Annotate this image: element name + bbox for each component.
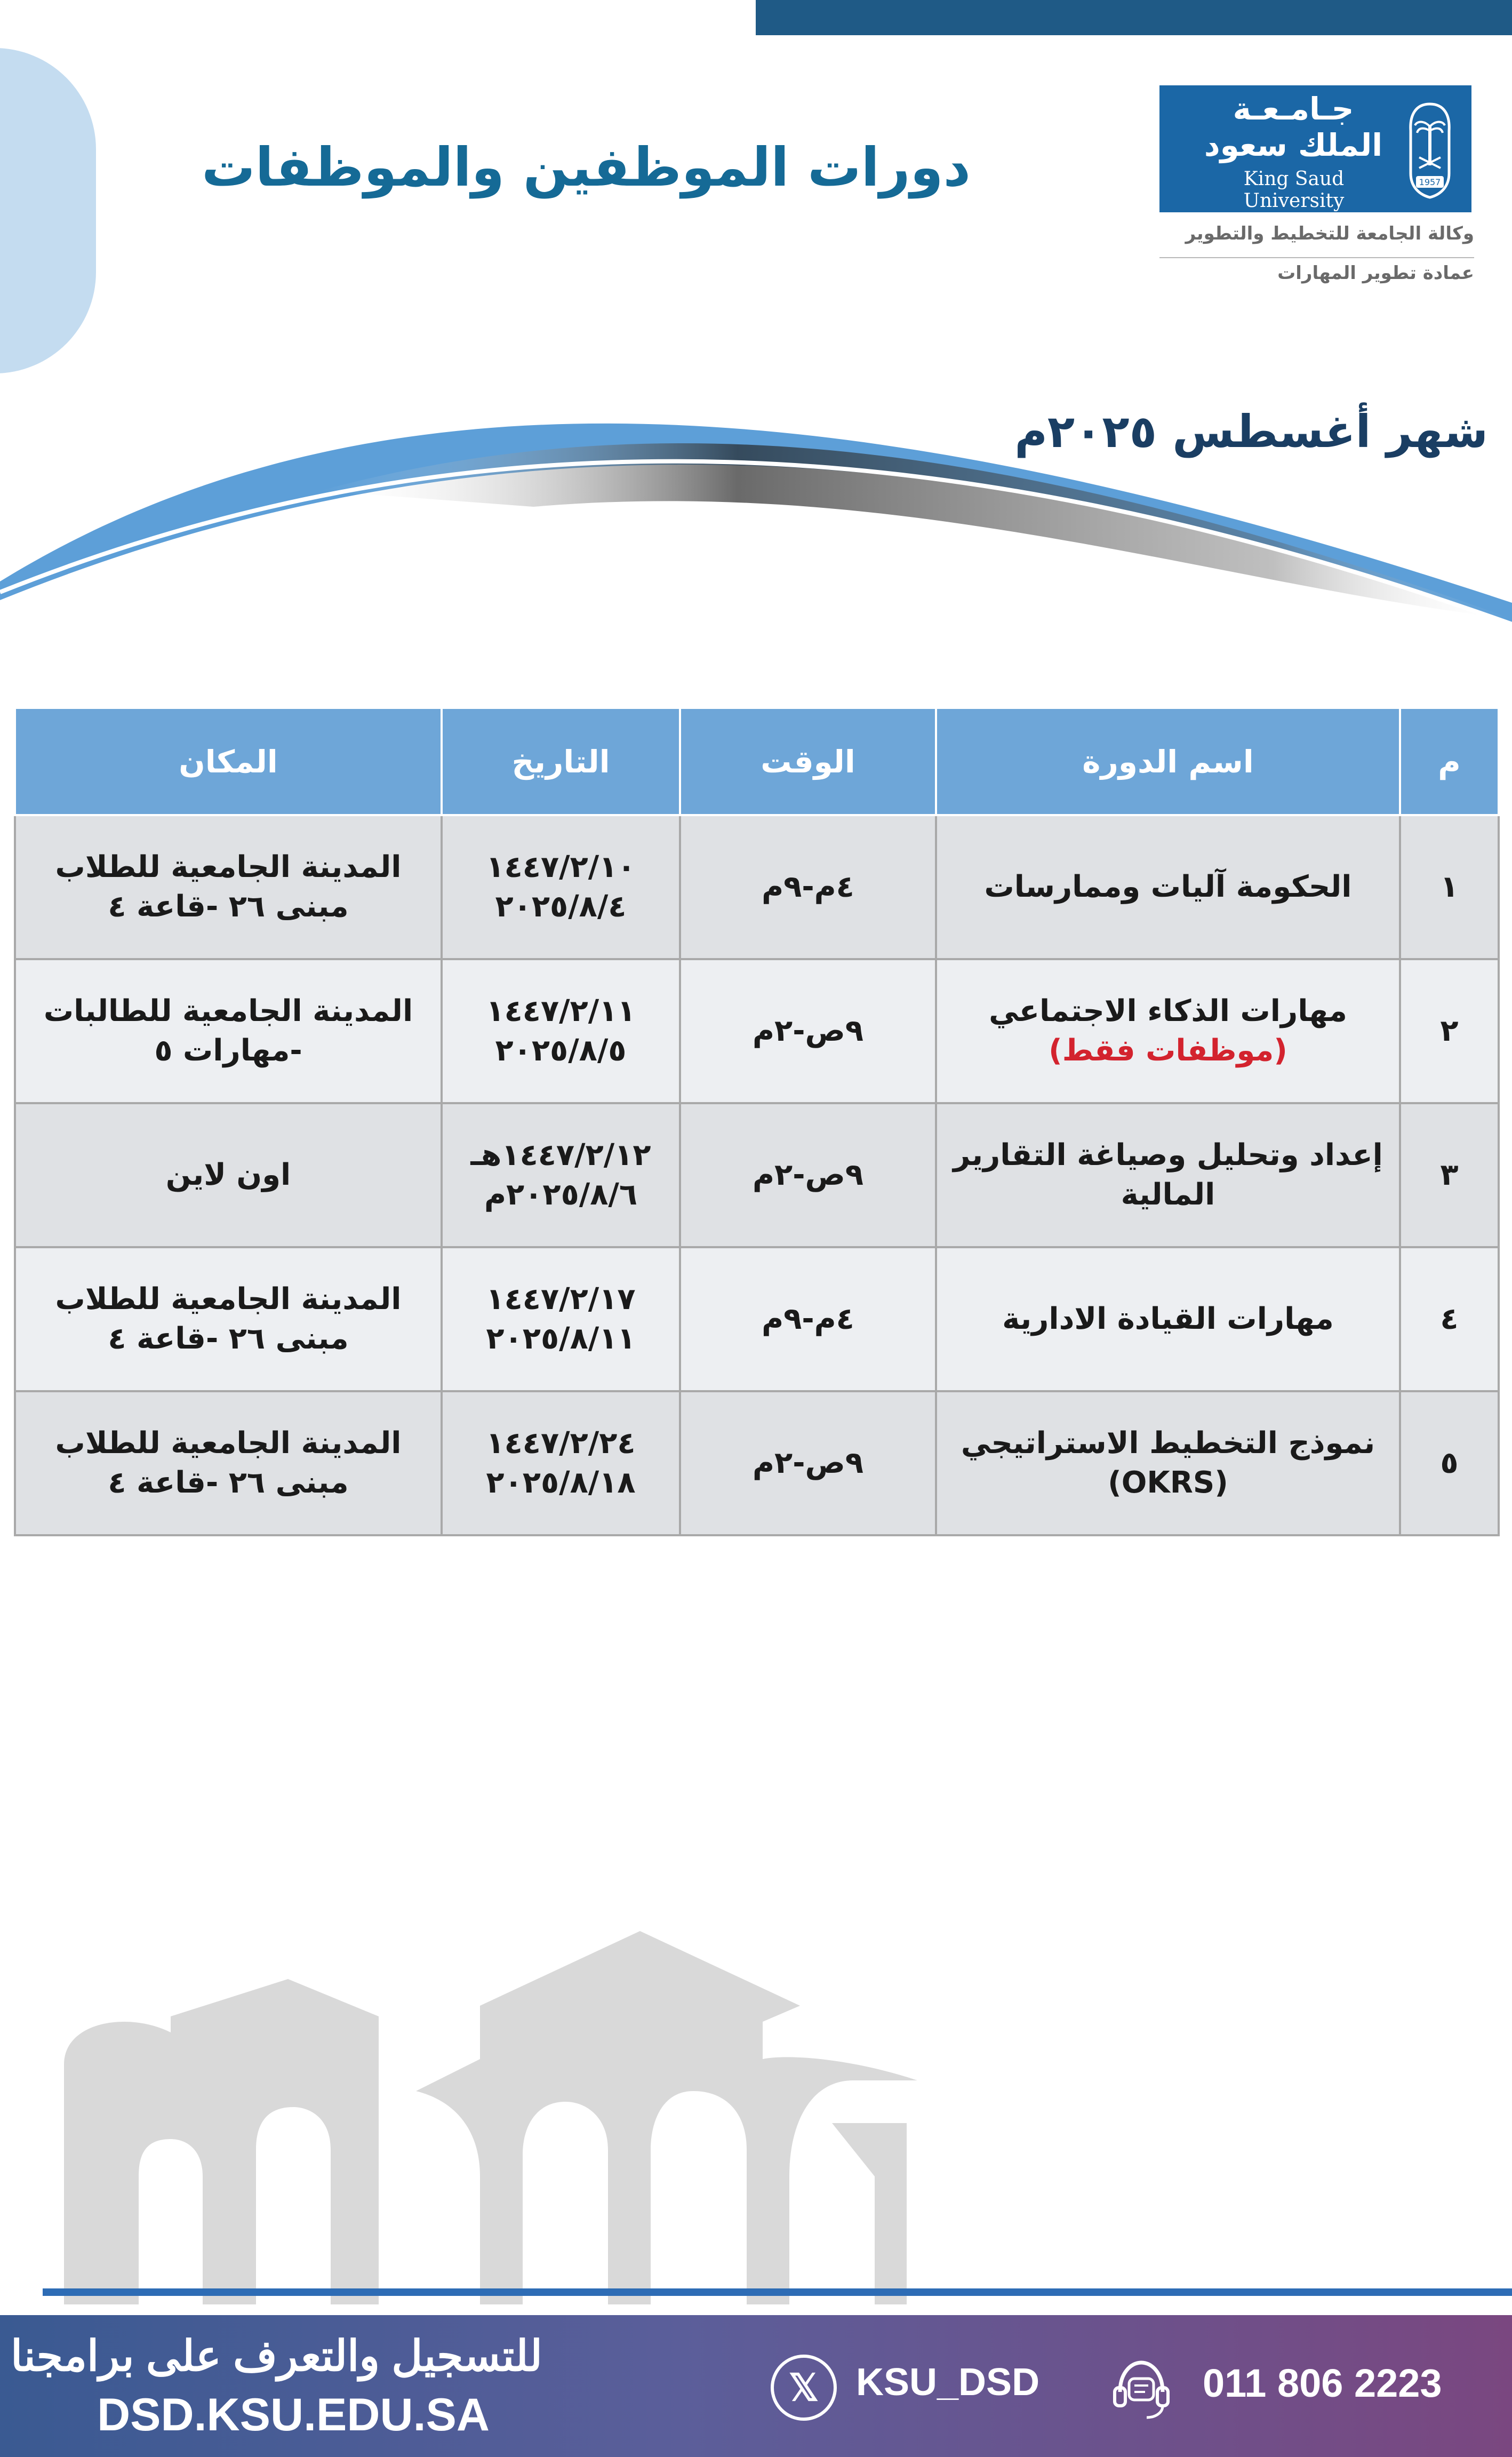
cell-location bbox=[15, 815, 442, 959]
cell-location bbox=[15, 1247, 442, 1391]
location-line2: مبنى ٢٦ -قاعة ٤ bbox=[108, 1321, 349, 1356]
course-name: إعداد وتحليل وصياغة التقارير المالية bbox=[953, 1138, 1383, 1212]
deanship-name: عمادة تطوير المهارات bbox=[1277, 262, 1474, 284]
cell-num: ١ bbox=[1400, 815, 1499, 959]
cell-course bbox=[936, 1103, 1400, 1247]
cell-date bbox=[442, 815, 680, 959]
logo-arabic-line1: جـامـعـة bbox=[1233, 91, 1354, 127]
header-date: التاريخ bbox=[442, 708, 680, 815]
cell-time: ٩ص-٢م bbox=[680, 1391, 936, 1535]
cell-time: ٤م-٩م bbox=[680, 1247, 936, 1391]
x-social-icon[interactable]: 𝕏 bbox=[771, 2355, 837, 2421]
location-line1: المدينة الجامعية للطلاب bbox=[55, 1426, 402, 1461]
header-time: الوقت bbox=[680, 708, 936, 815]
course-note: (موظفات فقط) bbox=[1049, 1033, 1287, 1068]
date-gregorian: ٢٠٢٥/٨/٥ bbox=[495, 1033, 627, 1068]
location-line1: المدينة الجامعية للطلاب bbox=[55, 1282, 402, 1317]
cell-num: ٣ bbox=[1400, 1103, 1499, 1247]
decorative-swoosh bbox=[0, 395, 1512, 693]
cell-location bbox=[15, 1103, 442, 1247]
date-hijri: ١٤٤٧/٢/١٢هـ bbox=[470, 1138, 651, 1172]
cell-num: ٢ bbox=[1400, 959, 1499, 1103]
month-title: شهر أغسطس ٢٠٢٥م bbox=[1014, 405, 1488, 458]
cell-course bbox=[936, 1247, 1400, 1391]
courses-table bbox=[14, 707, 1500, 1536]
table-row bbox=[15, 1103, 1499, 1247]
location-line1: المدينة الجامعية للطالبات bbox=[43, 994, 413, 1028]
headset-support-icon bbox=[1107, 2355, 1176, 2424]
cell-location bbox=[15, 1391, 442, 1535]
date-gregorian: ٢٠٢٥/٨/١٨ bbox=[486, 1465, 636, 1500]
corner-decoration bbox=[0, 48, 96, 373]
date-hijri: ١٤٤٧/٢/١٧ bbox=[486, 1282, 636, 1317]
footer-accent-line bbox=[43, 2288, 1512, 2296]
page-title: دورات الموظفين والموظفات bbox=[202, 136, 971, 198]
cell-time: ٤م-٩م bbox=[680, 815, 936, 959]
table-row bbox=[15, 1391, 1499, 1535]
campus-silhouette bbox=[43, 1899, 1013, 2304]
cell-location bbox=[15, 959, 442, 1103]
location-line2: مبنى ٢٦ -قاعة ٤ bbox=[108, 1465, 349, 1500]
course-name: مهارات القيادة الادارية bbox=[1002, 1302, 1334, 1336]
date-hijri: ١٤٤٧/٢/١١ bbox=[486, 994, 636, 1028]
date-hijri: ١٤٤٧/٢/٢٤ bbox=[486, 1426, 636, 1461]
cell-course bbox=[936, 959, 1400, 1103]
cell-time: ٩ص-٢م bbox=[680, 1103, 936, 1247]
date-gregorian: ٢٠٢٥/٨/٤ bbox=[495, 889, 627, 924]
cell-date bbox=[442, 1103, 680, 1247]
cell-date bbox=[442, 1247, 680, 1391]
website-link[interactable]: DSD.KSU.EDU.SA bbox=[97, 2389, 490, 2440]
palm-emblem-icon bbox=[1400, 93, 1460, 203]
location-line2: مبنى ٢٦ -قاعة ٤ bbox=[108, 889, 349, 924]
top-accent-bar bbox=[756, 0, 1512, 35]
logo-divider bbox=[1159, 257, 1474, 258]
course-name: نموذج التخطيط الاستراتيجي (OKRS) bbox=[961, 1426, 1375, 1500]
emblem-year: 1957 bbox=[1419, 177, 1441, 187]
cell-course bbox=[936, 1391, 1400, 1535]
logo-arabic-line2: الملك سعود bbox=[1204, 127, 1383, 163]
cell-time: ٩ص-٢م bbox=[680, 959, 936, 1103]
course-name: مهارات الذكاء الاجتماعي bbox=[989, 994, 1347, 1028]
header-location: المكان bbox=[15, 708, 442, 815]
table-header-row bbox=[15, 708, 1499, 815]
date-gregorian: ٢٠٢٥/٨/١١ bbox=[486, 1321, 636, 1356]
phone-number[interactable]: 011 806 2223 bbox=[1203, 2361, 1442, 2405]
header-course: اسم الدورة bbox=[936, 708, 1400, 815]
course-name: الحكومة آليات وممارسات bbox=[984, 869, 1352, 904]
cell-course bbox=[936, 815, 1400, 959]
date-hijri: ١٤٤٧/٢/١٠ bbox=[486, 850, 636, 884]
table-row bbox=[15, 959, 1499, 1103]
agency-name: وكالة الجامعة للتخطيط والتطوير bbox=[1185, 223, 1474, 244]
location-line2: -مهارات ٥ bbox=[154, 1033, 302, 1068]
social-handle[interactable]: KSU_DSD bbox=[856, 2361, 1040, 2404]
date-gregorian: ٢٠٢٥/٨/٦م bbox=[484, 1177, 638, 1212]
cell-num: ٥ bbox=[1400, 1391, 1499, 1535]
cell-num: ٤ bbox=[1400, 1247, 1499, 1391]
cell-date bbox=[442, 959, 680, 1103]
table-row bbox=[15, 1247, 1499, 1391]
logo-english-name: King Saud University bbox=[1243, 168, 1345, 212]
register-text: للتسجيل والتعرف على برامجنا bbox=[11, 2332, 542, 2380]
location-line1: المدينة الجامعية للطلاب bbox=[55, 850, 402, 884]
table-row bbox=[15, 815, 1499, 959]
cell-date bbox=[442, 1391, 680, 1535]
location-line1: اون لاين bbox=[165, 1158, 291, 1192]
header-num: م bbox=[1400, 708, 1499, 815]
